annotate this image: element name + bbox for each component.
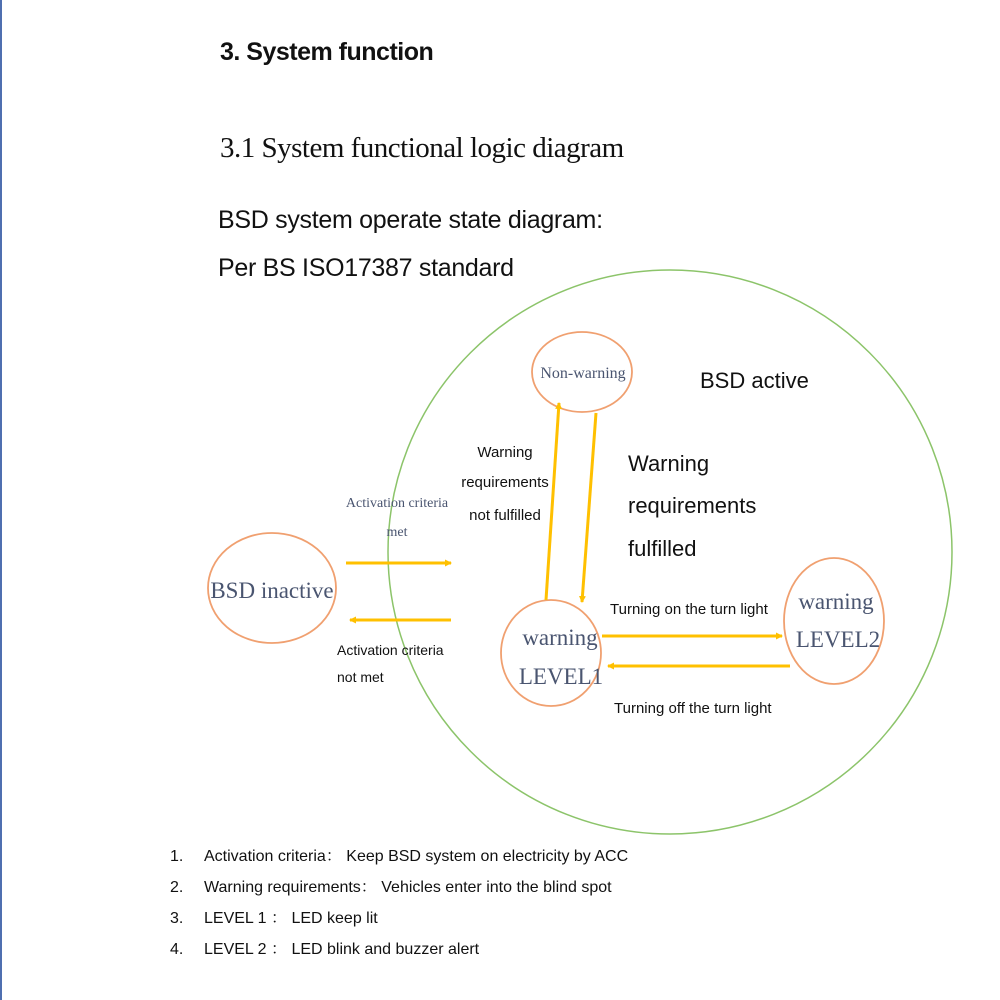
- state-non-warning-label: Non-warning: [540, 365, 626, 382]
- state-warning-level2: [784, 558, 884, 684]
- note-text: LEVEL 2 ： LED blink and buzzer alert: [204, 941, 480, 958]
- bsd-active-label: BSD active: [700, 368, 809, 393]
- intro-line-2: Per BS ISO17387 standard: [218, 254, 514, 282]
- state-level1-line2: LEVEL1: [518, 664, 604, 689]
- state-level2-line1: warning: [798, 589, 874, 614]
- label-turn-off: Turning off the turn light: [614, 700, 772, 717]
- state-warning-level1: [501, 600, 604, 706]
- state-bsd-inactive-label: BSD inactive: [210, 578, 334, 603]
- note-number: 4.: [170, 941, 184, 958]
- note-text: Activation criteria： Keep BSD system on electricity by ACC: [204, 848, 629, 865]
- list-item: [170, 877, 628, 908]
- label-turn-on: Turning on the turn light: [610, 601, 768, 618]
- label-activation-met-2: met: [386, 525, 408, 540]
- arrow-to-level1: [582, 413, 596, 602]
- state-level2-line2: LEVEL2: [795, 627, 881, 652]
- label-activation-not-met-2: not met: [337, 669, 384, 685]
- state-level1-line1: warning: [522, 625, 598, 650]
- note-text: LEVEL 1 ： LED keep lit: [204, 910, 378, 927]
- intro-line-1: BSD system operate state diagram:: [218, 206, 603, 234]
- note-number: 2.: [170, 879, 184, 896]
- label-warning-not-fulfilled-3: not fulfilled: [469, 507, 541, 524]
- list-item: [170, 939, 628, 970]
- arrow-to-non-warning: [546, 403, 559, 600]
- notes-list: [170, 846, 628, 970]
- note-text: Warning requirements： Vehicles enter into the blind spot: [204, 879, 612, 896]
- label-warning-fulfilled-1: Warning: [628, 451, 710, 476]
- list-item: [170, 908, 628, 939]
- note-number: 1.: [170, 848, 184, 865]
- label-warning-fulfilled-3: fulfilled: [628, 536, 697, 561]
- section-heading: 3. System function: [220, 38, 434, 66]
- subsection-heading: 3.1 System functional logic diagram: [220, 132, 624, 164]
- list-item: [170, 846, 628, 877]
- label-warning-not-fulfilled-1: Warning: [477, 444, 533, 461]
- note-number: 3.: [170, 910, 184, 927]
- label-activation-not-met-1: Activation criteria: [337, 642, 444, 658]
- label-activation-met-1: Activation criteria: [345, 496, 449, 511]
- label-warning-not-fulfilled-2: requirements: [461, 474, 549, 491]
- label-warning-fulfilled-2: requirements: [628, 493, 757, 518]
